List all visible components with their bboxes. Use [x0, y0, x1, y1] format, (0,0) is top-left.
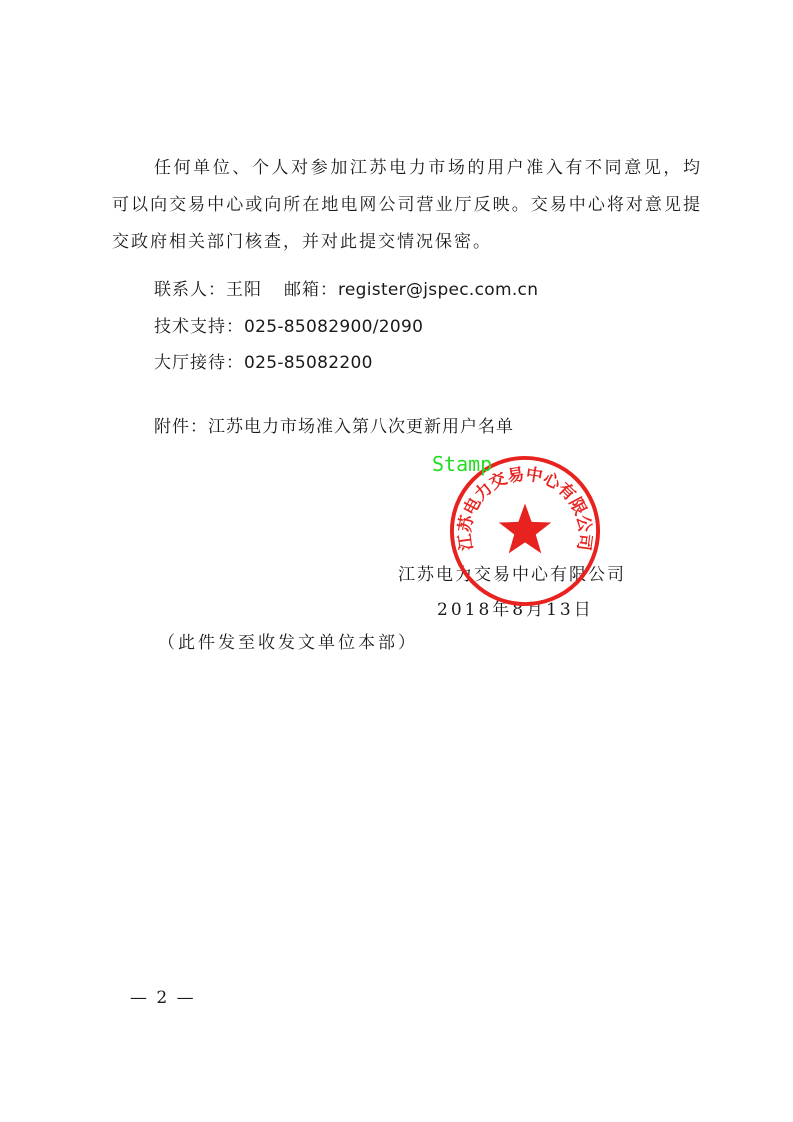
hall-phone: 025-85082200	[244, 353, 373, 373]
seal-text: 江苏电力交易中心有限公司	[454, 463, 596, 552]
signature-org: 江苏电力交易中心有限公司	[398, 565, 626, 585]
hall-line	[154, 348, 373, 373]
attachment-label: 附件：	[154, 417, 208, 437]
stamp-label: Stamp	[432, 452, 493, 476]
tech-support-phone: 025-85082900/2090	[244, 317, 424, 337]
hall-label: 大厅接待：	[154, 353, 244, 373]
tech-support-line	[154, 312, 423, 337]
page-number: — 2 —	[130, 988, 196, 1008]
attachment-title: 江苏电力市场准入第八次更新用户名单	[208, 417, 514, 437]
contact-person-label: 联系人：	[154, 280, 226, 300]
tech-support-label: 技术支持：	[154, 317, 244, 337]
body-paragraph: 任何单位、个人对参加江苏电力市场的用户准入有不同意见，均可以向交易中心或向所在地电网公司营业厅反映。交易中心将对意见提交政府相关部门核查，并对此提交情况保密。	[112, 158, 702, 252]
distribution-note: （此件发至收发文单位本部）	[158, 633, 418, 653]
signature-date: 2018年8月13日	[437, 600, 594, 620]
star-icon	[499, 503, 552, 553]
contact-line	[154, 275, 538, 300]
email-label: 邮箱：	[284, 280, 338, 300]
contact-person: 王阳	[226, 280, 262, 300]
email-address[interactable]: register@jspec.com.cn	[338, 280, 539, 300]
attachment-line	[154, 412, 514, 437]
